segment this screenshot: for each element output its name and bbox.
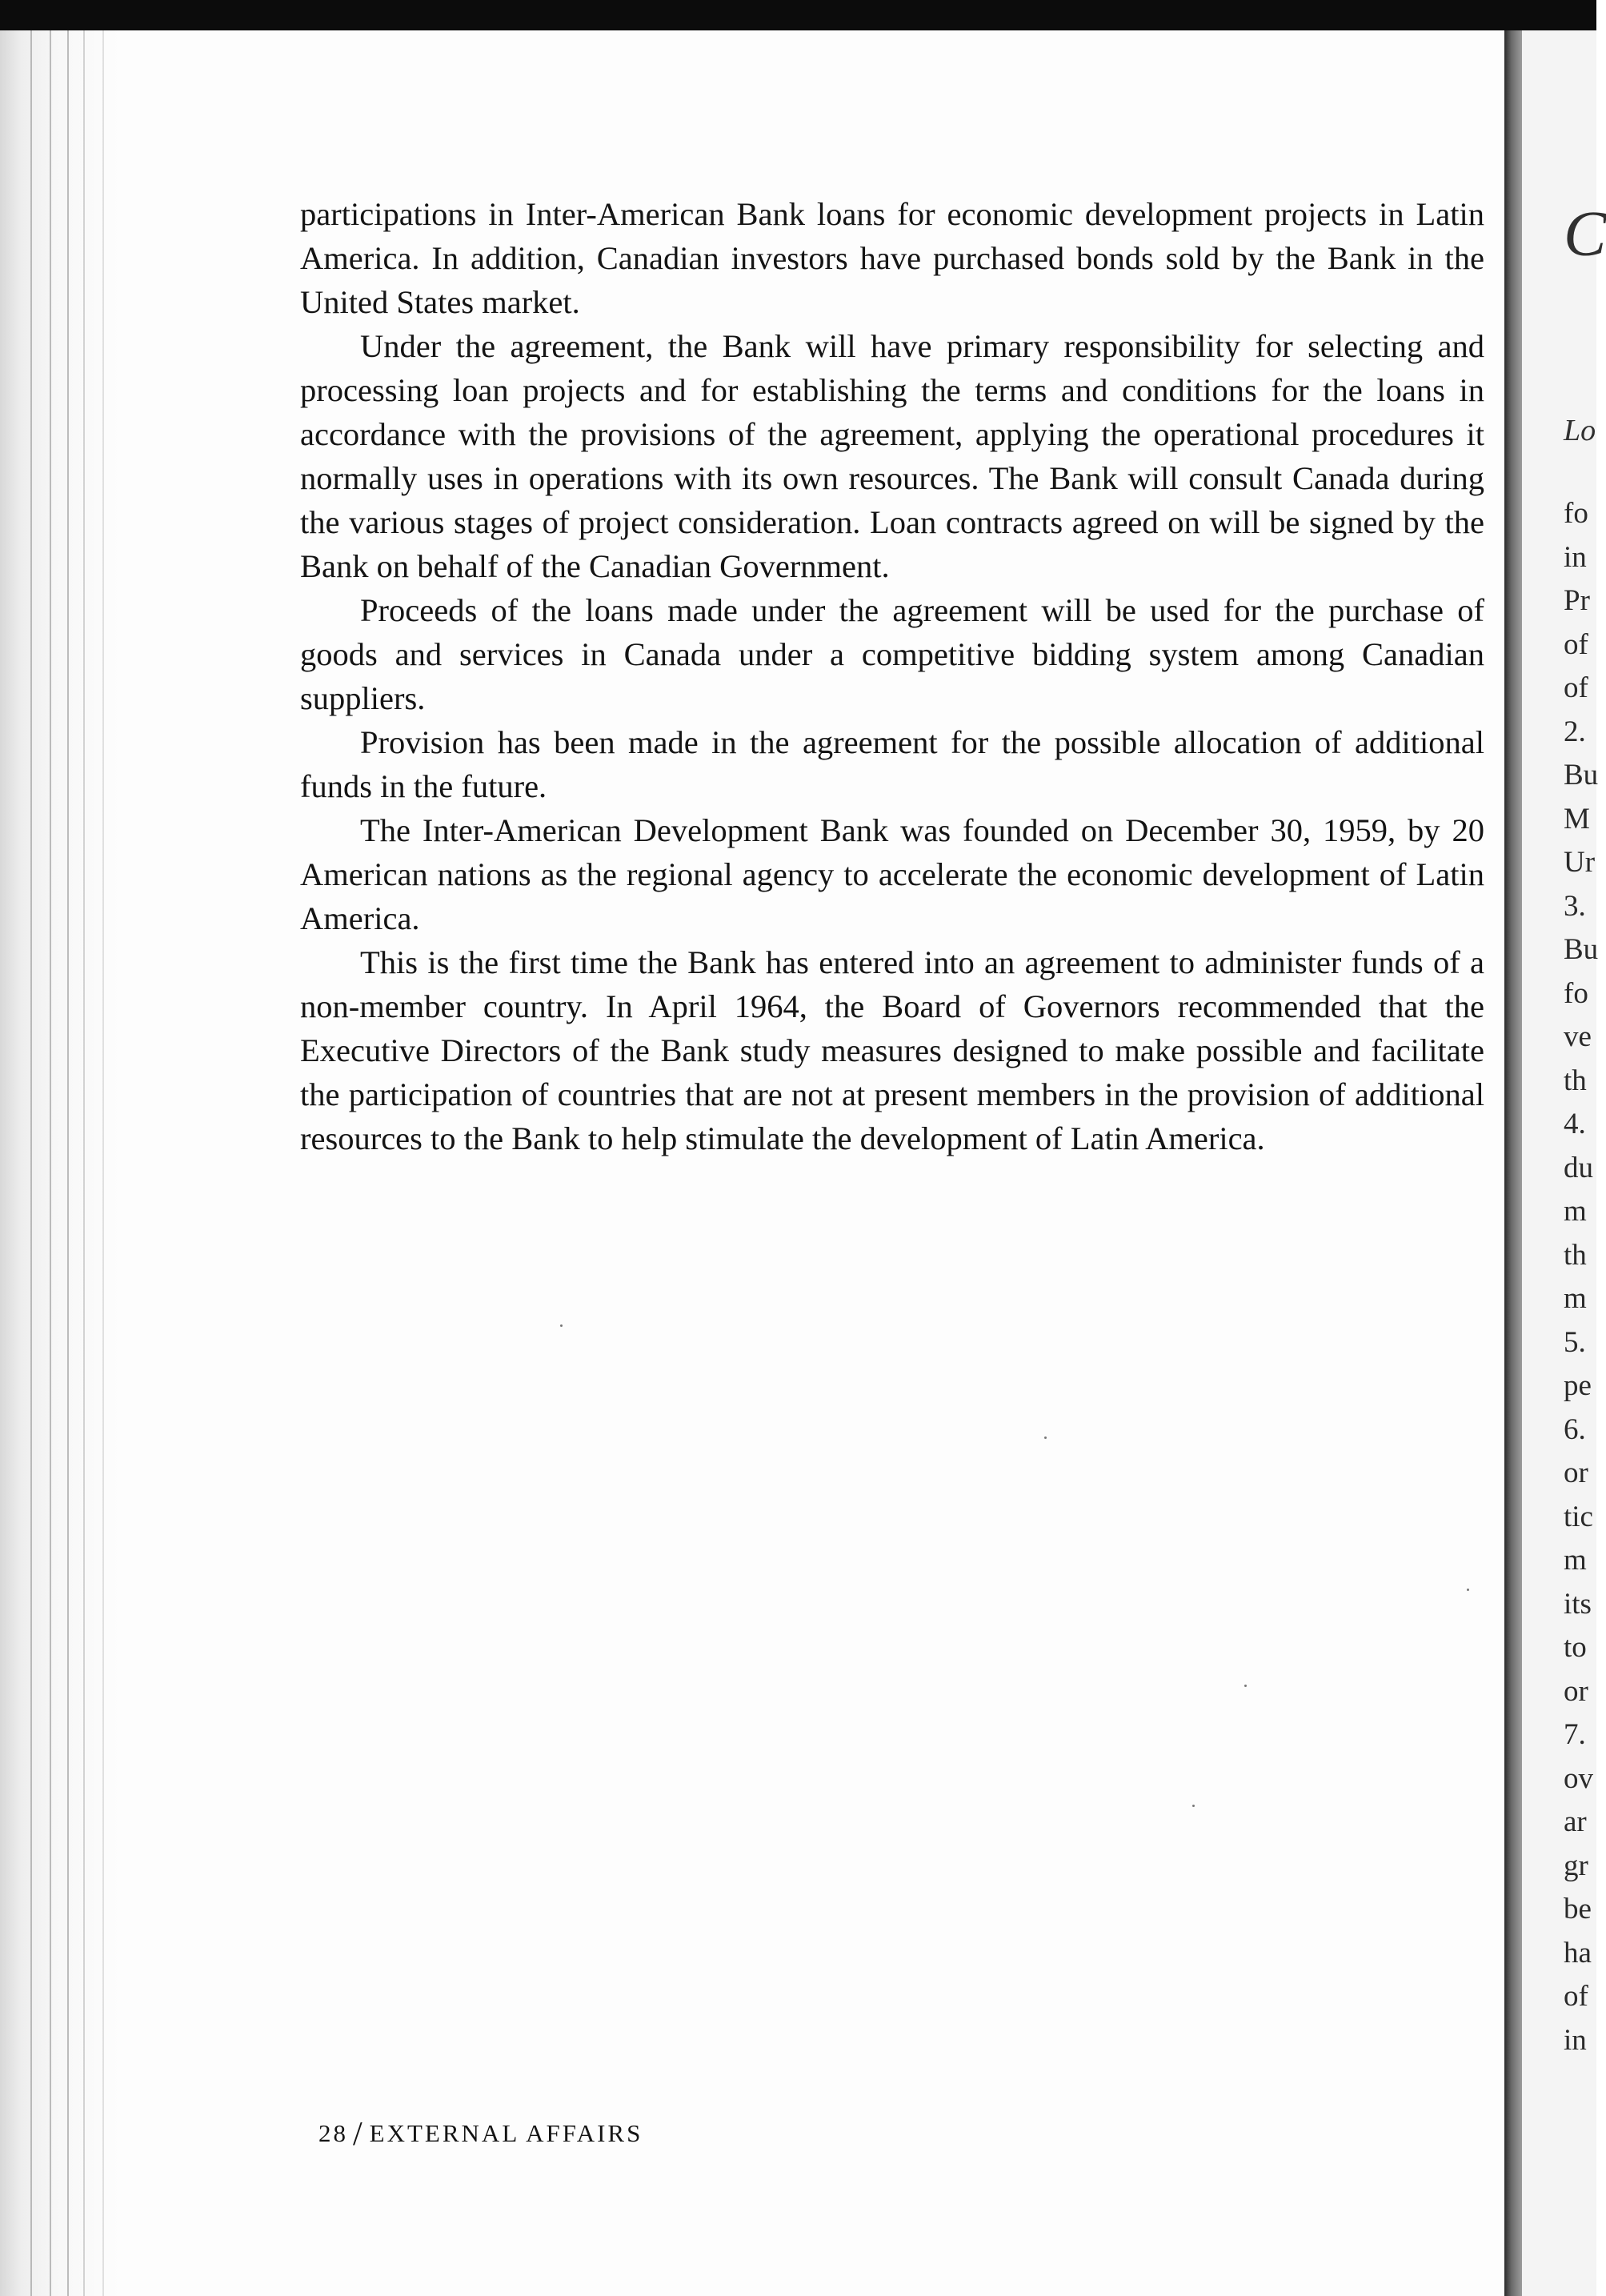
facing-page-line: its (1564, 1588, 1592, 1621)
facing-page-line: m (1564, 1282, 1587, 1315)
facing-page-line: 4. (1564, 1108, 1586, 1140)
paragraph: Proceeds of the loans made under the agreement will be used for the purchase of goods and services in Canada under a competitive bidding system among Canadian suppliers. (300, 592, 1484, 716)
page-footer (318, 2115, 643, 2154)
facing-page-line: fo (1564, 977, 1588, 1010)
facing-page-line: of (1564, 671, 1588, 704)
facing-page-line: du (1564, 1152, 1593, 1184)
facing-page-line: ov (1564, 1762, 1593, 1795)
facing-page-line: Pr (1564, 584, 1590, 617)
article-body (300, 192, 1484, 1160)
facing-page-line: Bu (1564, 933, 1599, 966)
facing-page-line: 7. (1564, 1718, 1586, 1751)
facing-page-line: Bu (1564, 759, 1599, 791)
facing-page-line: fo (1564, 497, 1588, 530)
facing-page-line: of (1564, 1980, 1588, 2013)
facing-page-line: 6. (1564, 1413, 1586, 1446)
publication-name: EXTERNAL AFFAIRS (369, 2119, 643, 2147)
paragraph: This is the first time the Bank has entered into an agreement to administer funds of a non-member country. In April 1964, the Board of Governors recommended that the Executive Directors of the Bank study measures designed to make possible and facilitate the participation of countries that are not at present members in the provision of additional resources to the Bank to help stimulate the development of Latin America. (300, 944, 1484, 1156)
facing-page-line: Ur (1564, 846, 1596, 879)
facing-page-edge (1522, 30, 1606, 2296)
facing-page-line: or (1564, 1675, 1588, 1708)
facing-page-line: tic (1564, 1501, 1593, 1533)
facing-page-line: of (1564, 628, 1588, 661)
paragraph: participations in Inter-American Bank loans for economic development projects in Latin America. In addition, Canadian investors have purchased bonds sold by the Bank in the United States market. (300, 196, 1484, 320)
facing-page-line: in (1564, 541, 1587, 574)
facing-page-line: M (1564, 803, 1590, 835)
binding-edge (0, 30, 120, 2296)
facing-page-line: 5. (1564, 1326, 1586, 1359)
facing-page-heading: C (1564, 199, 1606, 270)
page-number: 28 (318, 2119, 348, 2147)
book-gutter (1504, 30, 1522, 2296)
paragraph: Provision has been made in the agreement for the possible allocation of additional funds in the future. (300, 724, 1484, 804)
facing-page-line: to (1564, 1631, 1587, 1664)
facing-page-line: 3. (1564, 890, 1586, 923)
facing-page-line: th (1564, 1064, 1587, 1097)
scan-top-border (0, 0, 1596, 30)
facing-page-line: be (1564, 1893, 1592, 1925)
paragraph: Under the agreement, the Bank will have primary responsibility for selecting and processing loan projects and for establishing the terms and conditions for the loans in accordance with the provisions of the agreement, applying the operational procedures it normally uses in operations with its own resources. The Bank will consult Canada during the various stages of project consideration. Loan contracts agreed on will be signed by the Bank on behalf of the Canadian Government. (300, 328, 1484, 584)
facing-page-line: ar (1564, 1805, 1587, 1838)
facing-page-subheading: Lo (1564, 414, 1596, 447)
facing-page-line: pe (1564, 1369, 1592, 1402)
paragraph: The Inter-American Development Bank was founded on December 30, 1959, by 20 American nations as the regional agency to accelerate the economic development of Latin America. (300, 812, 1484, 936)
facing-page-line: ha (1564, 1937, 1592, 1969)
facing-page-line: m (1564, 1544, 1587, 1577)
facing-page-line: 2. (1564, 715, 1586, 748)
facing-page-line: m (1564, 1195, 1587, 1228)
facing-page-line: ve (1564, 1020, 1592, 1053)
facing-page-line: or (1564, 1457, 1588, 1489)
facing-page-line: gr (1564, 1849, 1588, 1882)
facing-page-line: in (1564, 2024, 1587, 2057)
footer-separator: / (353, 2116, 365, 2153)
facing-page-line: th (1564, 1239, 1587, 1272)
